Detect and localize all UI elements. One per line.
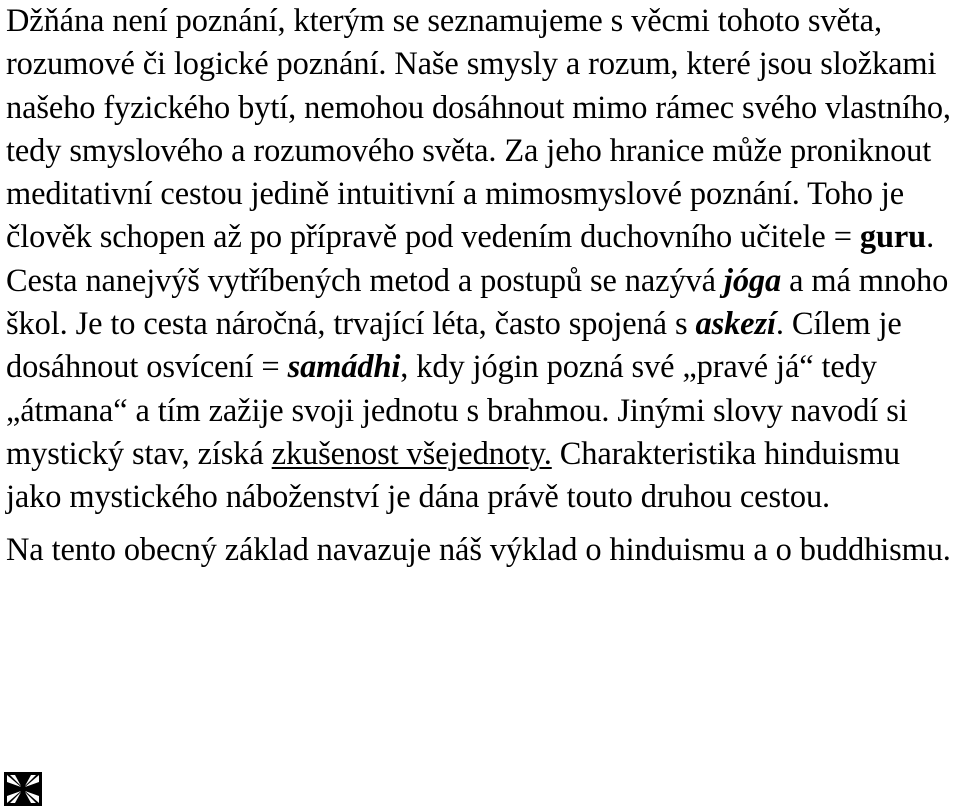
text-segment: Charakteristika hinduismu jako mystického náboženství je dána právě touto druhou cestou. bbox=[6, 435, 901, 516]
term-joga: jóga bbox=[723, 262, 782, 299]
text-segment: Džňána není poznání, kterým se seznamujeme s věcmi tohoto světa, rozumové či logické poznání. Naše smysly a rozum, které jsou složkami našeho fyzického bytí, nemohou dosáhnout mimo rámec svého vlastního, tedy smyslového a rozumového světa. Za jeho hranice může proniknout meditativní cestou jedině intuitivní a mimosmyslové poznání. Toho je člověk schopen až po přípravě pod vedením duchovního učitele = bbox=[6, 3, 951, 256]
text-segment: . Cesta nanejvýš vytříbených metod a postupů se nazývá bbox=[6, 219, 935, 299]
document-body bbox=[6, 0, 954, 572]
paragraph-dzhnana bbox=[6, 0, 954, 520]
text-segment: , kdy jógin pozná své „pravé já“ tedy „átmana“ a tím zažije svoji jednotu s brahmou. Jinými slovy navodí si mystický stav, získá bbox=[6, 349, 908, 472]
paragraph-conclusion: Na tento obecný základ navazuje náš výklad o hinduismu a o buddhismu. bbox=[6, 531, 951, 568]
text-segment: a má mnoho škol. Je to cesta náročná, trvající léta, často spojená s bbox=[6, 262, 949, 343]
term-guru: guru bbox=[859, 219, 927, 256]
action-button-icon[interactable] bbox=[4, 772, 42, 806]
term-askeze: askezí bbox=[695, 306, 776, 343]
term-samadhi: samádhi bbox=[287, 349, 401, 386]
term-zkusenost-vsejednoty: zkušenost všejednoty. bbox=[271, 435, 552, 472]
bowtie-icon bbox=[4, 772, 42, 806]
text-segment: . Cílem je dosáhnout osvícení = bbox=[6, 306, 902, 386]
